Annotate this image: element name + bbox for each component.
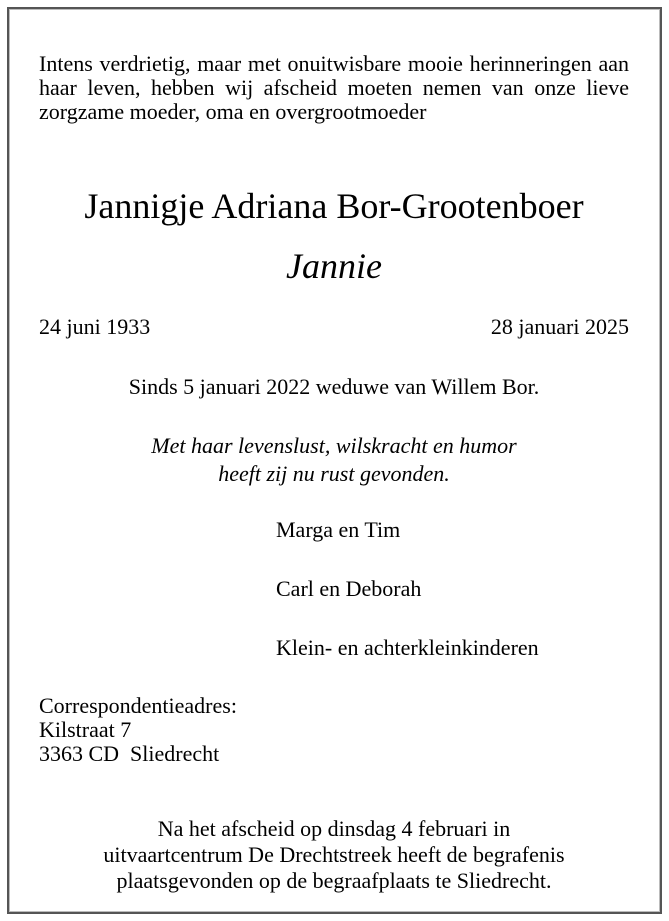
memorial-quote — [39, 432, 629, 488]
closing-text — [39, 816, 629, 894]
family-member: Carl en Deborah — [276, 576, 422, 601]
widow-line: Sinds 5 januari 2022 weduwe van Willem Bor. — [128, 374, 540, 399]
quote-line: Met haar levenslust, wilskracht en humor — [151, 433, 517, 458]
address-city: 3363 CD Sliedrecht — [39, 741, 220, 766]
birth-date: 24 juni 1933 — [39, 314, 151, 339]
nickname: Jannie — [286, 246, 382, 286]
life-dates — [39, 313, 629, 341]
death-date: 28 januari 2025 — [490, 314, 629, 339]
family-member: Marga en Tim — [276, 517, 401, 542]
quote-line: heeft zij nu rust gevonden. — [218, 461, 450, 486]
closing-line: plaatsgevonden op de begraafplaats te Sliedrecht. — [116, 868, 552, 893]
intro-text: Intens verdrietig, maar met onuitwisbare mooie herinneringen aan haar leven, hebben wij afscheid moeten nemen van onze lieve zorgzame moeder, oma en overgrootmoeder — [39, 51, 629, 124]
closing-line: Na het afscheid op dinsdag 4 februari in — [157, 816, 511, 841]
closing-line: uitvaartcentrum De Drechtstreek heeft de begrafenis — [103, 842, 565, 867]
family-member: Klein- en achterkleinkinderen — [276, 635, 539, 660]
correspondence-address — [39, 694, 629, 766]
address-street: Kilstraat 7 — [39, 717, 132, 742]
address-label: Correspondentieadres: — [39, 693, 237, 718]
deceased-name: Jannigje Adriana Bor-Grootenboer — [84, 186, 584, 226]
